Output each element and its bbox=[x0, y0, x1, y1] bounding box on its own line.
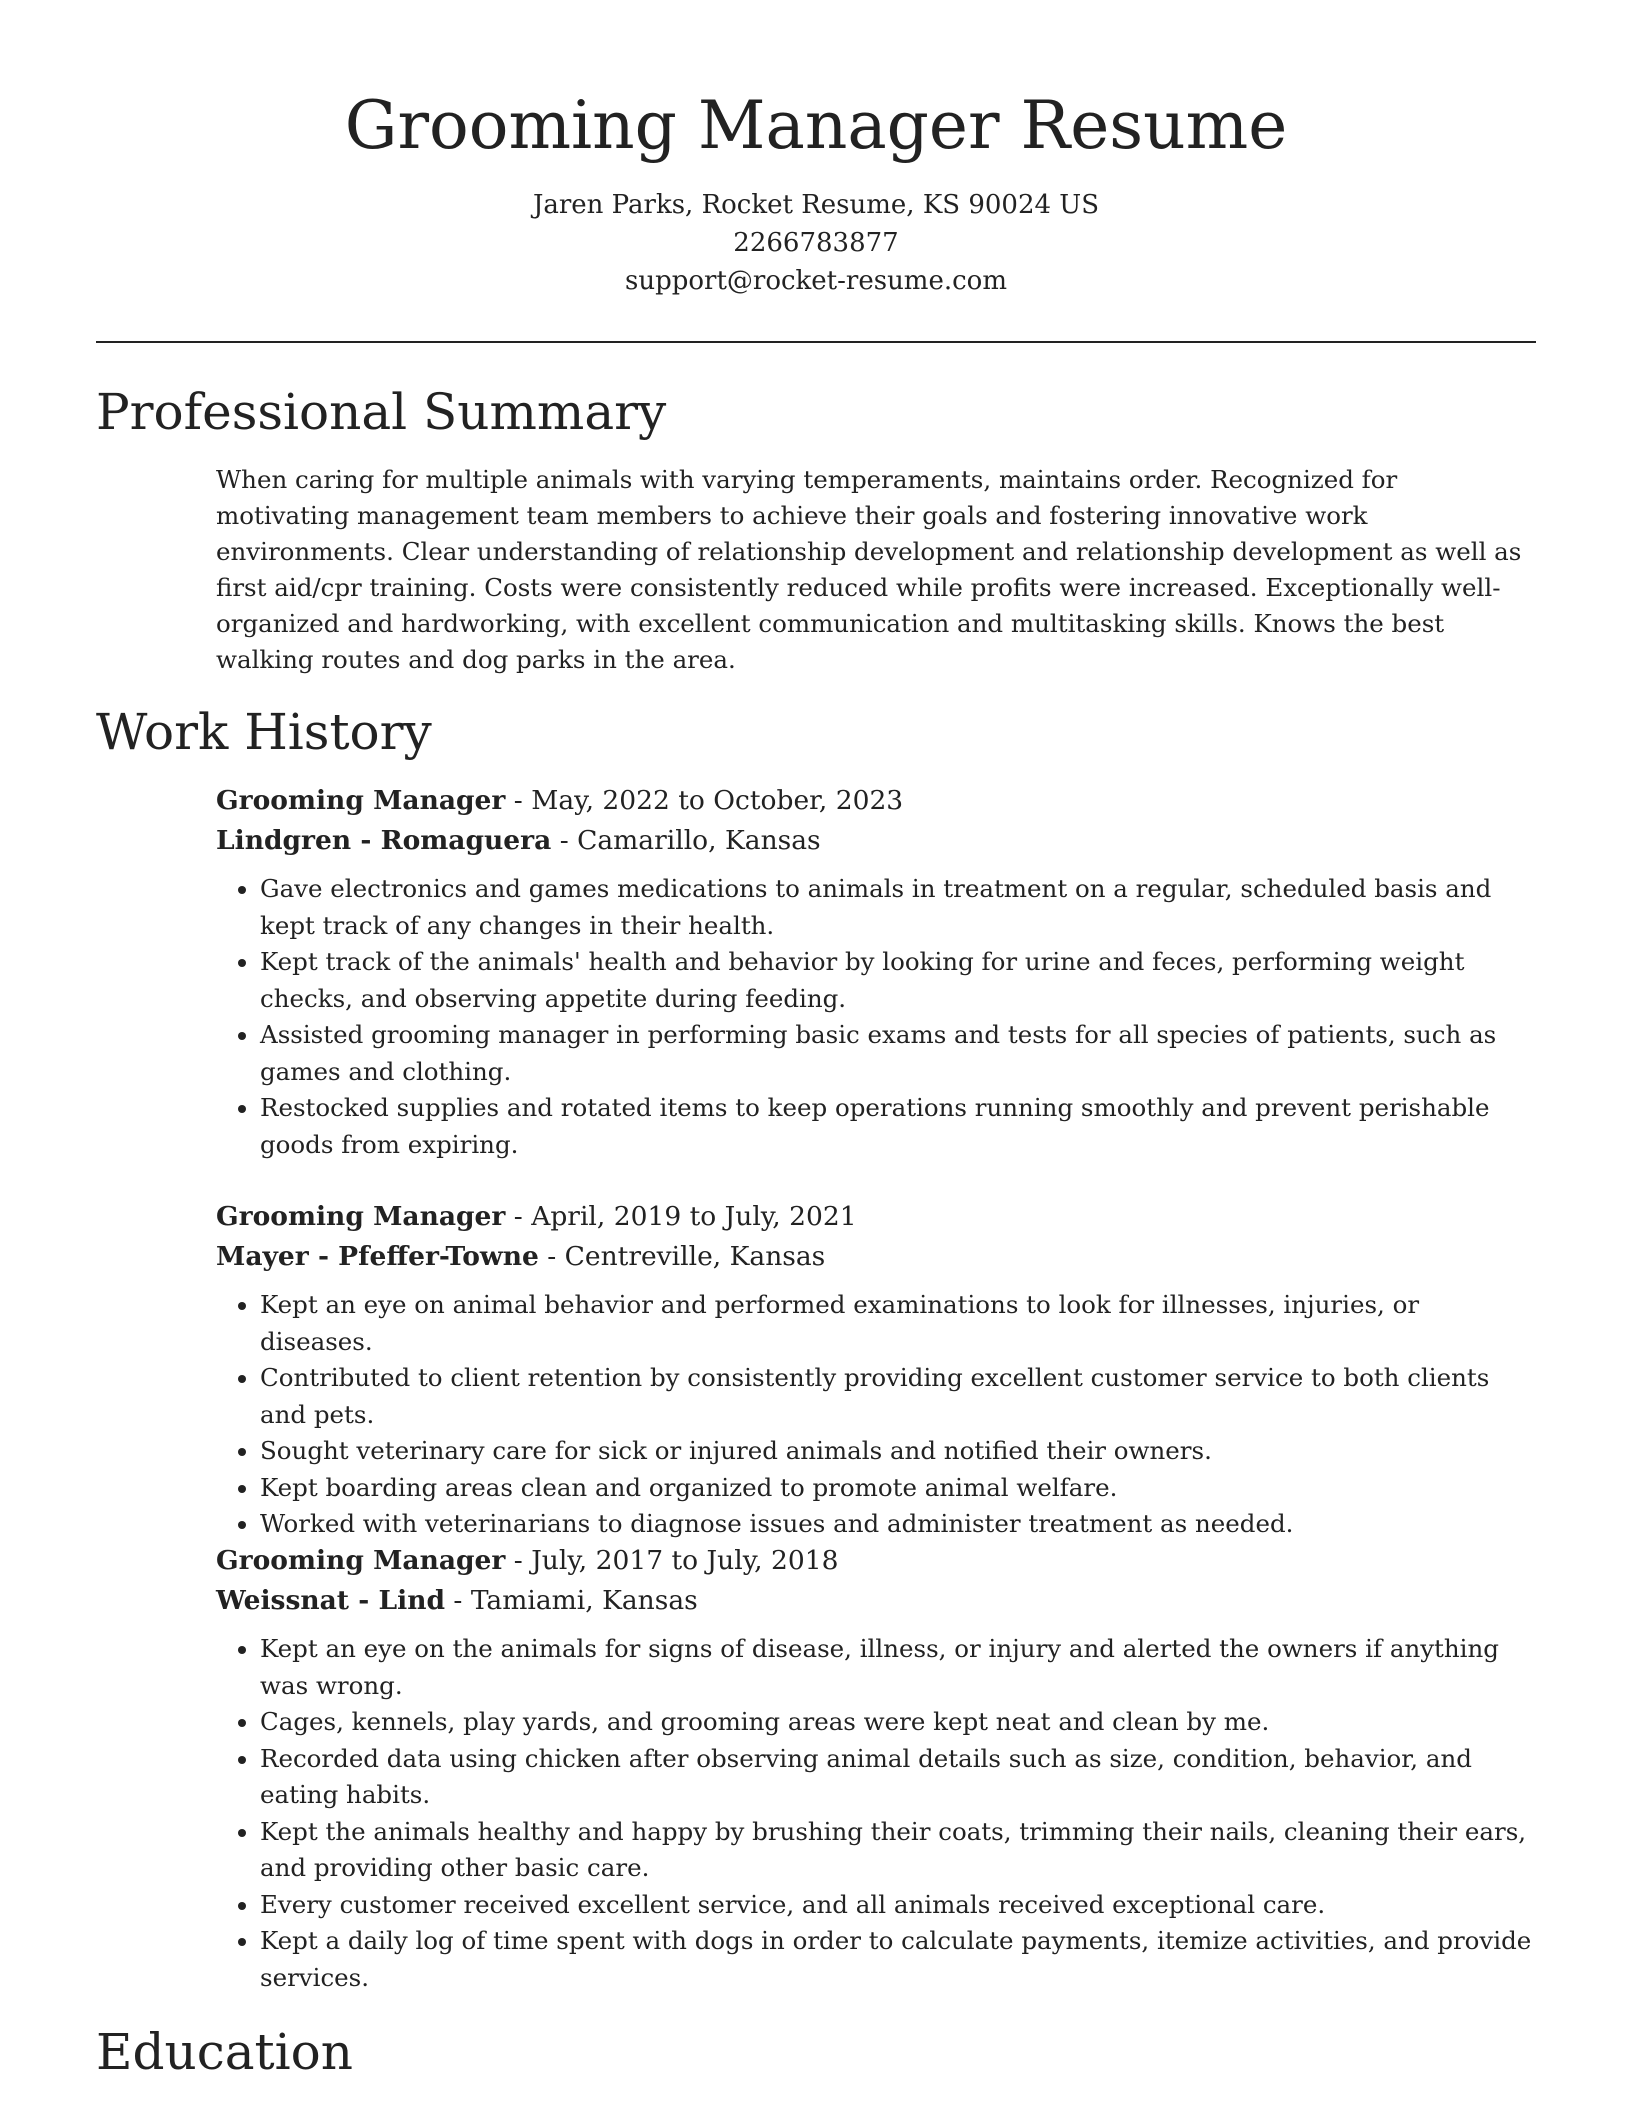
list-item: • Gave electronics and games medications to animals in treatment on a regular, scheduled basis and kept track of any changes in their health. bbox=[260, 871, 1536, 944]
list-item: • Kept a daily log of time spent with dogs in order to calculate payments, itemize activities, and provide services. bbox=[260, 1923, 1536, 1996]
job-bullets bbox=[216, 871, 1536, 1163]
contact-block bbox=[96, 186, 1536, 300]
summary-text: When caring for multiple animals with varying temperaments, maintains order. Recognized for motivating management team members to achieve their goals and fostering innovative work environments. Clear understanding of relationship development and relationship development as well as first aid/cpr training. Costs were consistently reduced while profits were increased. Exceptionally well-organized and hardworking, with excellent communication and multitasking skills. Knows the best walking routes and dog parks in the area. bbox=[216, 465, 1522, 674]
job-dates: May, 2022 to October, 2023 bbox=[531, 785, 904, 816]
job-entry-1 bbox=[216, 781, 1536, 1163]
job-title-line bbox=[216, 781, 1536, 821]
job-title: Grooming Manager bbox=[216, 1201, 506, 1232]
list-item: • Kept the animals healthy and happy by brushing their coats, trimming their nails, cleaning their ears, and providing other basic care. bbox=[260, 1814, 1536, 1887]
resume-header bbox=[96, 82, 1536, 300]
job-title: Grooming Manager bbox=[216, 785, 506, 816]
company-name: Mayer - Pfeffer-Towne bbox=[216, 1241, 539, 1272]
job-location: Tamiami, Kansas bbox=[470, 1585, 698, 1616]
education-heading: Education bbox=[96, 2023, 353, 2081]
job-company-line bbox=[216, 1581, 1536, 1621]
list-item: • Kept track of the animals' health and behavior by looking for urine and feces, performing weight checks, and observing appetite during feeding. bbox=[260, 944, 1536, 1017]
job-title-line bbox=[216, 1197, 1536, 1237]
location-separator: - bbox=[551, 825, 578, 856]
list-item: • Assisted grooming manager in performing basic exams and tests for all species of patients, such as games and clothing. bbox=[260, 1017, 1536, 1090]
header-divider bbox=[96, 341, 1536, 343]
job-title-line bbox=[216, 1541, 1536, 1581]
list-item: • Cages, kennels, play yards, and grooming areas were kept neat and clean by me. bbox=[260, 1704, 1536, 1741]
job-dates: April, 2019 to July, 2021 bbox=[531, 1201, 857, 1232]
contact-email: support@rocket-resume.com bbox=[624, 266, 1007, 296]
job-title: Grooming Manager bbox=[216, 1545, 506, 1576]
job-separator: - bbox=[505, 1545, 532, 1576]
document-title: Grooming Manager Resume bbox=[344, 87, 1288, 164]
contact-phone: 2266783877 bbox=[733, 228, 899, 258]
company-name: Weissnat - Lind bbox=[216, 1585, 445, 1616]
job-bullets bbox=[216, 1287, 1536, 1543]
list-item: • Every customer received excellent service, and all animals received exceptional care. bbox=[260, 1887, 1536, 1924]
list-item: • Kept boarding areas clean and organized to promote animal welfare. bbox=[260, 1470, 1536, 1507]
summary-heading: Professional Summary bbox=[96, 383, 667, 441]
list-item: • Kept an eye on animal behavior and performed examinations to look for illnesses, injuries, or diseases. bbox=[260, 1287, 1536, 1360]
job-bullets bbox=[216, 1631, 1536, 1996]
job-location: Centreville, Kansas bbox=[564, 1241, 826, 1272]
job-company-line bbox=[216, 1237, 1536, 1277]
company-name: Lindgren - Romaguera bbox=[216, 825, 552, 856]
location-separator: - bbox=[538, 1241, 565, 1272]
job-location: Camarillo, Kansas bbox=[577, 825, 821, 856]
work-history-heading: Work History bbox=[96, 703, 432, 761]
list-item: • Restocked supplies and rotated items to keep operations running smoothly and prevent perishable goods from expiring. bbox=[260, 1090, 1536, 1163]
list-item: • Recorded data using chicken after observing animal details such as size, condition, behavior, and eating habits. bbox=[260, 1741, 1536, 1814]
job-entry-2 bbox=[216, 1197, 1536, 1543]
contact-address: Jaren Parks, Rocket Resume, KS 90024 US bbox=[532, 190, 1100, 220]
list-item: • Worked with veterinarians to diagnose issues and administer treatment as needed. bbox=[260, 1506, 1536, 1543]
location-separator: - bbox=[445, 1585, 471, 1616]
list-item: • Contributed to client retention by consistently providing excellent customer service to both clients and pets. bbox=[260, 1360, 1536, 1433]
job-entry-3 bbox=[216, 1541, 1536, 1996]
job-separator: - bbox=[505, 785, 532, 816]
job-separator: - bbox=[505, 1201, 532, 1232]
job-dates: July, 2017 to July, 2018 bbox=[531, 1545, 839, 1576]
job-company-line bbox=[216, 821, 1536, 861]
list-item: • Sought veterinary care for sick or injured animals and notified their owners. bbox=[260, 1433, 1536, 1470]
list-item: • Kept an eye on the animals for signs of disease, illness, or injury and alerted the owners if anything was wrong. bbox=[260, 1631, 1536, 1704]
